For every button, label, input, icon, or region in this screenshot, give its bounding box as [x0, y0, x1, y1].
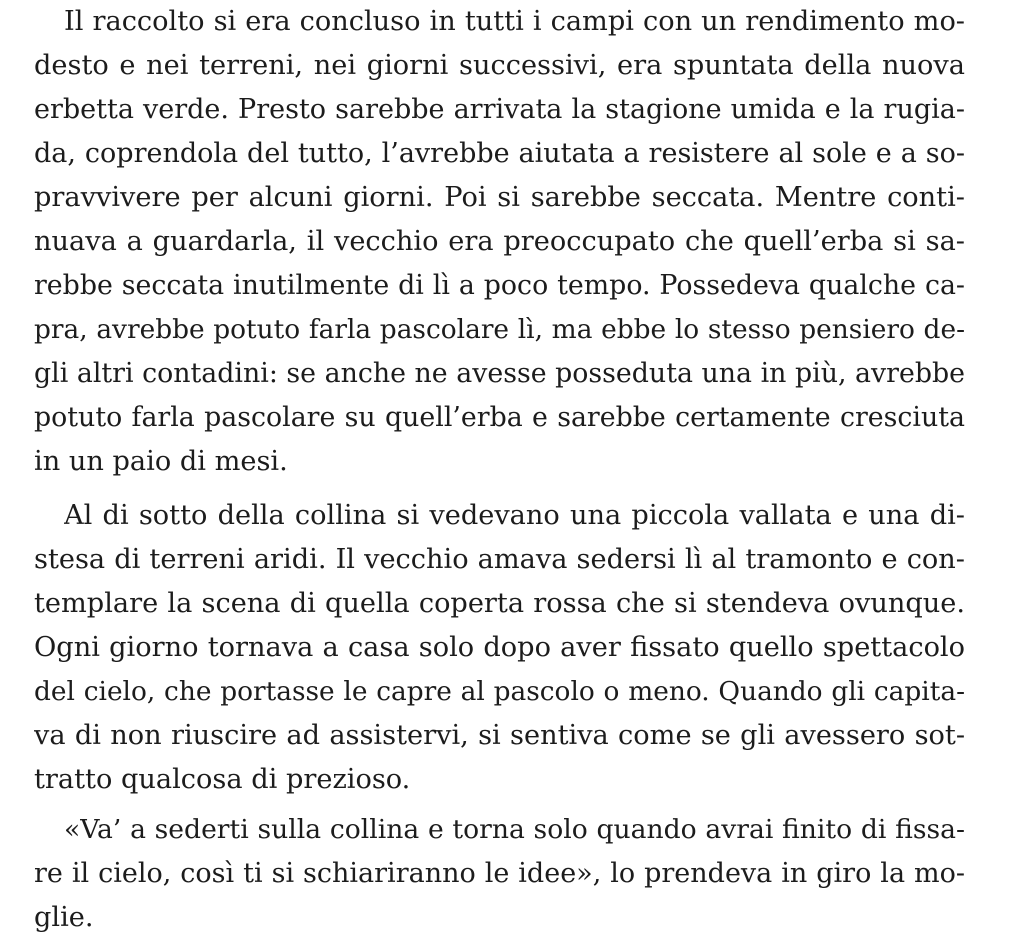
text-line: glie. — [34, 902, 94, 933]
text-line: tratto qualcosa di prezioso. — [34, 764, 411, 795]
text-line: nuava a guardarla, il vecchio era preoccupato che quell’erba si sa- — [34, 226, 965, 257]
text-line: desto e nei terreni, nei giorni successivi, era spuntata della nuova — [34, 50, 965, 81]
text-line: pravvivere per alcuni giorni. Poi si sarebbe seccata. Mentre conti- — [34, 182, 965, 213]
text-line: in un paio di mesi. — [34, 446, 288, 477]
text-line: Al di sotto della collina si vedevano una piccola vallata e una di- — [64, 500, 965, 531]
book-page — [34, 0, 965, 947]
text-line: pra, avrebbe potuto farla pascolare lì, ma ebbe lo stesso pensiero de- — [34, 314, 965, 345]
text-line: Il raccolto si era concluso in tutti i campi con un rendimento mo- — [64, 6, 965, 37]
text-line: stesa di terreni aridi. Il vecchio amava sedersi lì al tramonto e con- — [34, 544, 965, 575]
text-line: templare la scena di quella coperta rossa che si stendeva ovunque. — [34, 588, 965, 619]
text-line: rebbe seccata inutilmente di lì a poco tempo. Possedeva qualche ca- — [34, 270, 965, 301]
text-line: re il cielo, così ti si schiariranno le idee», lo prendeva in giro la mo- — [34, 858, 965, 889]
text-line: «Va’ a sederti sulla collina e torna solo quando avrai finito di fissa- — [64, 814, 965, 845]
text-line: gli altri contadini: se anche ne avesse posseduta una in più, avrebbe — [34, 358, 965, 389]
text-line: del cielo, che portasse le capre al pascolo o meno. Quando gli capita- — [34, 676, 965, 707]
text-line: erbetta verde. Presto sarebbe arrivata la stagione umida e la rugia- — [34, 94, 965, 125]
text-line: da, coprendola del tutto, l’avrebbe aiutata a resistere al sole e a so- — [34, 138, 965, 169]
text-line: potuto farla pascolare su quell’erba e sarebbe certamente cresciuta — [34, 402, 965, 433]
text-line: va di non riuscire ad assistervi, si sentiva come se gli avessero sot- — [34, 720, 965, 751]
text-line: Ogni giorno tornava a casa solo dopo aver fissato quello spettacolo — [34, 632, 965, 663]
